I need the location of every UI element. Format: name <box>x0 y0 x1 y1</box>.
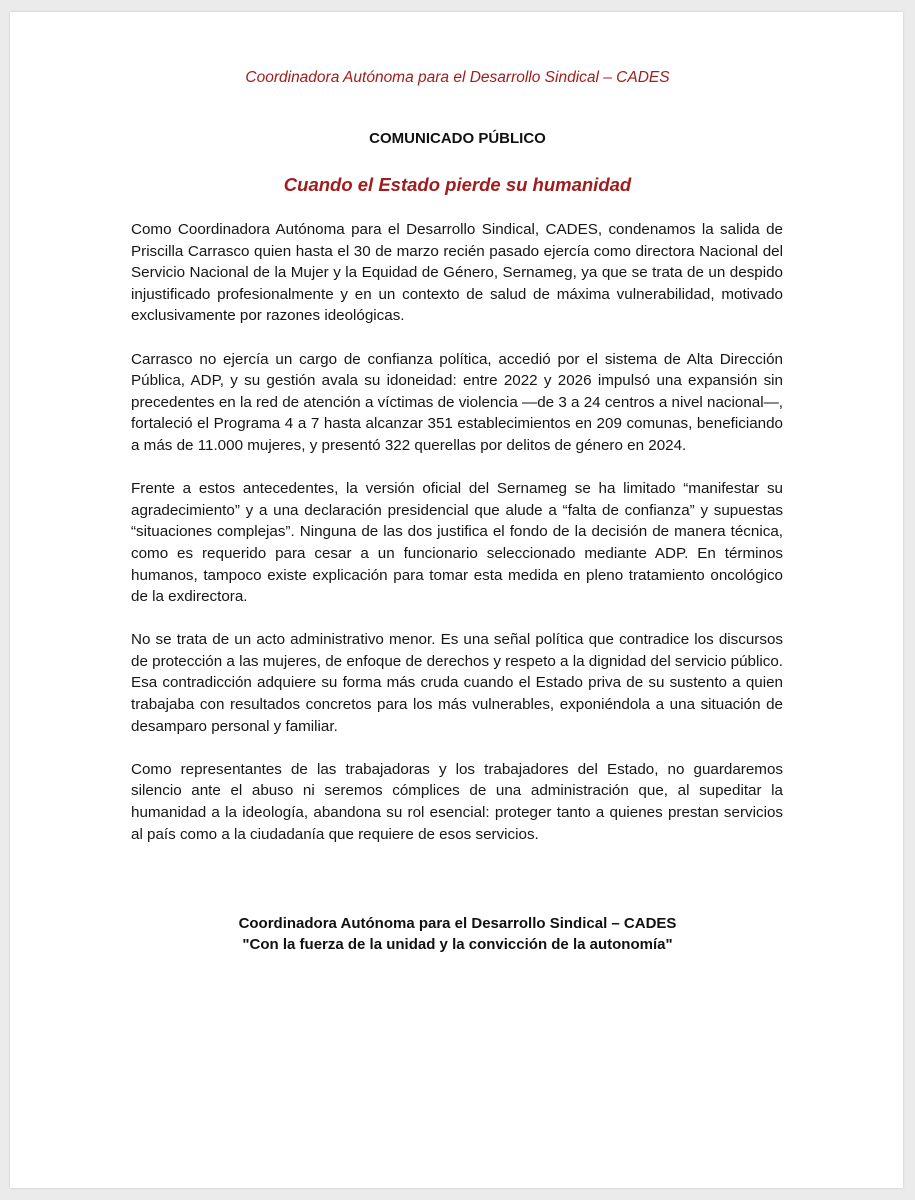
signature-motto: "Con la fuerza de la unidad y la convicción de la autonomía" <box>242 936 673 953</box>
paragraph: Como representantes de las trabajadoras y los trabajadores del Estado, no guardaremos silencio ante el abuso ni seremos cómplices de una administración que, al supeditar la humanidad a la ideología, abandona su rol esencial: proteger tanto a quienes prestan servicios al país como a la ciudadanía que requiere de esos servicios. <box>131 760 783 843</box>
paragraph: Como Coordinadora Autónoma para el Desarrollo Sindical, CADES, condenamos la salida de Priscilla Carrasco quien hasta el 30 de marzo recién pasado ejercía como directora Nacional del Servicio Nacional de la Mujer y la Equidad de Género, Sernameg, ya que se trata de un despido injustificado profesionalmente y en un contexto de salud de máxima vulnerabilidad, motivado exclusivamente por razones ideológicas. <box>131 221 783 325</box>
document-header: Coordinadora Autónoma para el Desarrollo Sindical – CADES <box>245 69 670 86</box>
paragraph: No se trata de un acto administrativo menor. Es una señal política que contradice los discursos de protección a las mujeres, de enfoque de derechos y respeto a la dignidad del servicio público. Esa contradicción adquiere su forma más cruda cuando el Estado priva de su sustento a quien trabajaba con resultados concretos para los más vulnerables, exponiéndola a una situación de desamparo personal y familiar. <box>131 631 783 735</box>
document-subtitle: Cuando el Estado pierde su humanidad <box>283 174 632 195</box>
signature-organization: Coordinadora Autónoma para el Desarrollo Sindical – CADES <box>238 915 677 932</box>
document-body <box>131 219 783 867</box>
signature-block <box>0 913 915 955</box>
document-title: COMUNICADO PÚBLICO <box>369 130 546 147</box>
paragraph: Carrasco no ejercía un cargo de confianza política, accedió por el sistema de Alta Dirección Pública, ADP, y su gestión avala su idoneidad: entre 2022 y 2026 impulsó una expansión sin precedentes en la red de atención a víctimas de violencia —de 3 a 24 centros a nivel nacional—, fortaleció el Programa 4 a 7 hasta alcanzar 351 establecimientos en 209 comunas, beneficiando a más de 11.000 mujeres, y presentó 322 querellas por delitos de género en 2024. <box>131 350 783 454</box>
paragraph: Frente a estos antecedentes, la versión oficial del Sernameg se ha limitado “manifestar su agradecimiento” y a una declaración presidencial que alude a “falta de confianza” y supuestas “situaciones complejas”. Ninguna de las dos justifica el fondo de la decisión de manera técnica, como es requerido para cesar a un funcionario seleccionado mediante ADP. En términos humanos, tampoco existe explicación para tomar esta medida en pleno tratamiento oncológico de la exdirectora. <box>131 480 783 606</box>
